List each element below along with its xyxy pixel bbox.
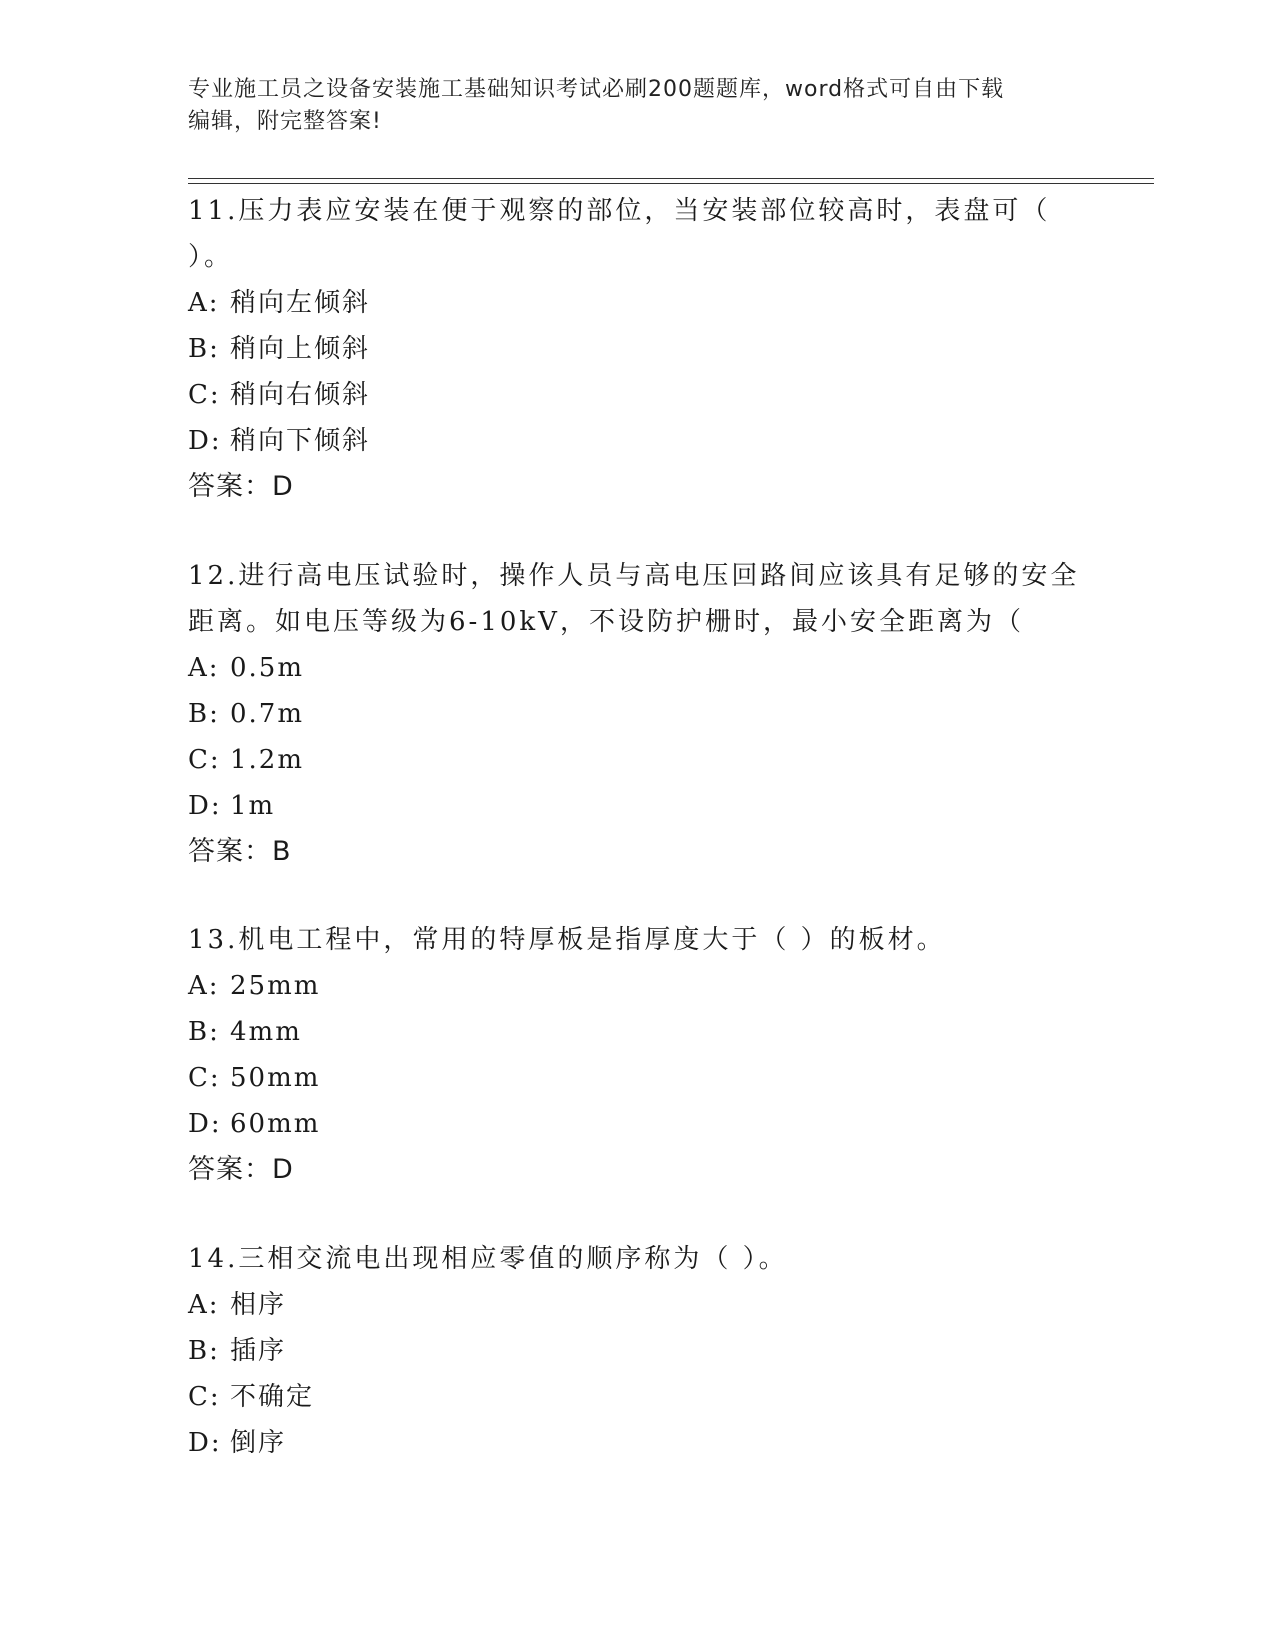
option-key: D: (188, 1428, 222, 1458)
option-key: A: (188, 288, 220, 318)
answer-line: 答案：D (188, 1154, 294, 1185)
header-line-2: 编辑，附完整答案! (188, 109, 382, 134)
option-key: B: (188, 699, 220, 729)
option-key: C: (188, 1063, 221, 1093)
option-c (188, 1055, 1088, 1101)
question-stem-line: 12.进行高电压试验时，操作人员与高电压回路间应该具有足够的安全 (188, 561, 1080, 591)
option-text: 稍向右倾斜 (230, 380, 371, 410)
option-text: 1m (230, 791, 276, 821)
option-c (188, 372, 1088, 418)
option-key: A: (188, 1290, 220, 1320)
question-stem-line: 距离。如电压等级为6-10kV，不设防护栅时，最小安全距离为（ (188, 607, 1024, 637)
question-12 (188, 553, 1088, 875)
option-text: 稍向下倾斜 (230, 426, 371, 456)
question-stem-line: 14.三相交流电出现相应零值的顺序称为（ ）。 (188, 1244, 788, 1274)
option-d (188, 1101, 1088, 1147)
option-b (188, 1009, 1088, 1055)
question-13 (188, 917, 1088, 1193)
option-text: 25mm (230, 971, 321, 1001)
question-stem-line: 11.压力表应安装在便于观察的部位，当安装部位较高时，表盘可（ (188, 196, 1051, 226)
question-stem-line: ）。 (188, 242, 234, 272)
option-key: B: (188, 1017, 220, 1047)
option-text: 稍向左倾斜 (230, 288, 371, 318)
header-divider-top (188, 178, 1154, 179)
option-text: 4mm (230, 1017, 302, 1047)
option-c (188, 737, 1088, 783)
option-text: 1.2m (230, 745, 305, 775)
option-text: 相序 (230, 1290, 287, 1320)
option-key: A: (188, 971, 220, 1001)
option-d (188, 1420, 1088, 1466)
option-b (188, 326, 1088, 372)
question-stem-line: 13.机电工程中，常用的特厚板是指厚度大于（ ）的板材。 (188, 925, 946, 955)
option-b (188, 691, 1088, 737)
option-text: 不确定 (230, 1382, 315, 1412)
option-key: D: (188, 426, 222, 456)
answer-line: 答案：B (188, 836, 292, 867)
option-a (188, 645, 1088, 691)
answer-line: 答案：D (188, 471, 294, 502)
option-a (188, 1282, 1088, 1328)
option-text: 50mm (230, 1063, 321, 1093)
question-11 (188, 188, 1088, 510)
option-key: B: (188, 334, 220, 364)
header-divider-bottom (188, 183, 1154, 184)
header-line-1: 专业施工员之设备安装施工基础知识考试必刷200题题库，word格式可自由下载 (188, 77, 1005, 102)
option-key: C: (188, 745, 221, 775)
option-text: 稍向上倾斜 (230, 334, 371, 364)
option-a (188, 963, 1088, 1009)
option-key: B: (188, 1336, 220, 1366)
option-a (188, 280, 1088, 326)
option-text: 60mm (230, 1109, 321, 1139)
option-text: 0.7m (230, 699, 305, 729)
option-key: D: (188, 1109, 222, 1139)
option-text: 倒序 (230, 1428, 287, 1458)
option-key: A: (188, 653, 220, 683)
question-14 (188, 1236, 1088, 1466)
option-key: D: (188, 791, 222, 821)
option-b (188, 1328, 1088, 1374)
document-header (188, 74, 1088, 138)
option-d (188, 783, 1088, 829)
option-key: C: (188, 380, 221, 410)
option-text: 插序 (230, 1336, 287, 1366)
option-c (188, 1374, 1088, 1420)
option-key: C: (188, 1382, 221, 1412)
option-text: 0.5m (230, 653, 305, 683)
option-d (188, 418, 1088, 464)
